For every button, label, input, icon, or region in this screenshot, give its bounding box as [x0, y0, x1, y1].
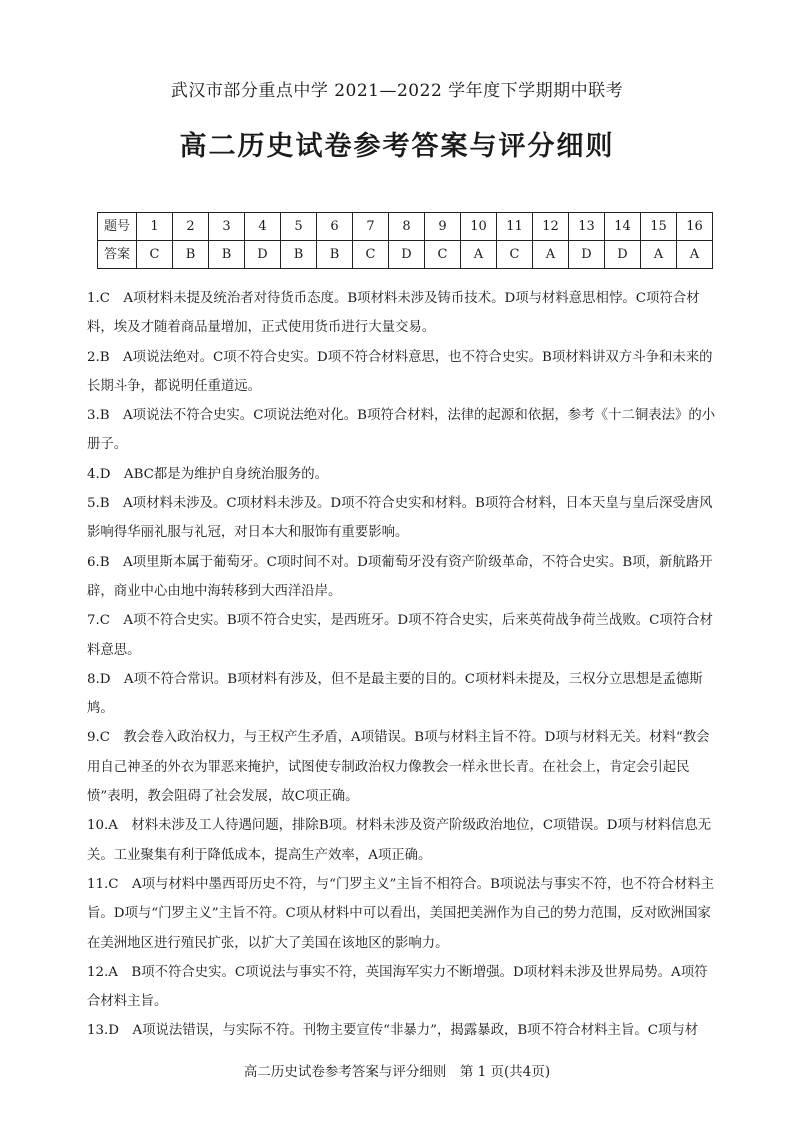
question-number-cell: 4	[245, 213, 281, 241]
item-number: 4.D	[87, 466, 111, 482]
item-number: 7.C	[87, 613, 111, 629]
item-text: A项不符合常识。B项材料有涉及，但不是最主要的目的。C项材料未提及，三权分立思想是孟德斯鸠。	[87, 671, 703, 717]
item-number: 3.B	[87, 408, 110, 424]
question-number-cell: 10	[461, 213, 497, 241]
explanation-item	[87, 548, 717, 607]
item-number: 6.B	[87, 554, 110, 570]
explanation-item	[87, 606, 717, 665]
explanation-item	[87, 1016, 717, 1045]
answer-cell: A	[641, 241, 677, 269]
explanation-item	[87, 958, 717, 1017]
explanation-item	[87, 870, 717, 958]
explanation-item	[87, 489, 717, 548]
question-number-cell: 9	[425, 213, 461, 241]
question-number-cell: 14	[605, 213, 641, 241]
explanation-item	[87, 401, 717, 460]
question-number-cell: 5	[281, 213, 317, 241]
answer-cell: D	[569, 241, 605, 269]
question-number-cell: 6	[317, 213, 353, 241]
answer-cell: B	[281, 241, 317, 269]
question-number-row	[98, 213, 713, 241]
item-number: 13.D	[87, 1023, 120, 1039]
item-text: A项与材料中墨西哥历史不符，与“门罗主义”主旨不相符合。B项说法与事实不符，也不符合材料主旨。D项与“门罗主义”主旨不符。C项从材料中可以看出，美国把美洲作为自己的势力范围，反对欧洲国家在美洲地区进行殖民扩张，以扩大了美国在该地区的影响力。	[87, 876, 715, 951]
answer-cell: A	[677, 241, 713, 269]
answer-cell: B	[317, 241, 353, 269]
item-number: 8.D	[87, 671, 111, 687]
answer-row	[98, 241, 713, 269]
page-title: 高二历史试卷参考答案与评分细则	[179, 131, 615, 162]
answer-cell: C	[497, 241, 533, 269]
answer-cell: B	[173, 241, 209, 269]
explanation-item	[87, 343, 717, 402]
answer-table	[97, 212, 713, 269]
question-number-cell: 12	[533, 213, 569, 241]
question-number-cell: 16	[677, 213, 713, 241]
item-number: 1.C	[87, 291, 111, 306]
answer-cell: B	[209, 241, 245, 269]
answer-cell: A	[461, 241, 497, 269]
item-number: 9.C	[87, 730, 111, 746]
page-footer: 高二历史试卷参考答案与评分细则 第 1 页(共4页)	[243, 1064, 551, 1080]
question-number-cell: 13	[569, 213, 605, 241]
row-label-question-number: 题号	[98, 213, 137, 241]
item-text: 教会卷入政治权力，与王权产生矛盾，A项错误。B项与材料主旨不符。D项与材料无关。材料“教会用自己神圣的外衣为罪恶来掩护，试图使专制政治权力像教会一样永世长青。在社会上，肯定会引起民愤”表明，教会阻碍了社会发展，故C项正确。	[87, 730, 710, 805]
explanation-item	[87, 723, 717, 811]
item-text: A项材料未涉及。C项材料未涉及。D项不符合史实和材料。B项符合材料，日本天皇与皇后深受唐风影响得华丽礼服与礼冠，对日本大和服饰有重要影响。	[87, 496, 713, 541]
question-number-cell: 8	[389, 213, 425, 241]
answer-cell: D	[389, 241, 425, 269]
exam-header: 武汉市部分重点中学 2021—2022 学年度下学期期中联考	[170, 81, 624, 101]
item-number: 2.B	[87, 349, 110, 365]
question-number-cell: 2	[173, 213, 209, 241]
item-number: 12.A	[87, 964, 118, 980]
item-number: 11.C	[87, 876, 119, 892]
explanation-item	[87, 665, 717, 724]
answer-cell: C	[425, 241, 461, 269]
explanation-list	[87, 284, 717, 1046]
answer-cell: D	[245, 241, 281, 269]
item-text: A项说法绝对。C项不符合史实。D项不符合材料意思，也不符合史实。B项材料讲双方斗争和未来的长期斗争，都说明任重道远。	[87, 349, 713, 394]
item-text: 材料未涉及工人待遇问题，排除B项。材料未涉及资产阶级政治地位，C项错误。D项与材料信息无关。工业聚集有利于降低成本，提高生产效率，A项正确。	[87, 818, 712, 863]
item-number: 5.B	[87, 496, 110, 512]
question-number-cell: 11	[497, 213, 533, 241]
explanation-item	[87, 460, 717, 489]
item-text: A项说法不符合史实。C项说法绝对化。B项符合材料，法律的起源和依据，参考《十二铜表法》的小册子。	[87, 408, 716, 453]
row-label-answer: 答案	[98, 241, 137, 269]
item-text: A项里斯本属于葡萄牙。C项时间不对。D项葡萄牙没有资产阶级革命，不符合史实。B项，新航路开辟，商业中心由地中海转移到大西洋沿岸。	[87, 554, 713, 599]
explanation-item	[87, 811, 717, 870]
question-number-cell: 3	[209, 213, 245, 241]
explanation-item	[87, 284, 717, 343]
question-number-cell: 1	[137, 213, 173, 241]
item-text: B项不符合史实。C项说法与事实不符，英国海军实力不断增强。D项材料未涉及世界局势。A项符合材料主旨。	[87, 964, 708, 1010]
item-text: A项说法错误，与实际不符。刊物主要宣传“非暴力”，揭露暴政，B项不符合材料主旨。C项与材	[132, 1023, 699, 1039]
item-text: ABC都是为维护自身统治服务的。	[123, 466, 328, 482]
answer-cell: D	[605, 241, 641, 269]
item-text: A项不符合史实。B项不符合史实，是西班牙。D项不符合史实，后来英荷战争荷兰战败。C项符合材料意思。	[87, 613, 713, 658]
answer-cell: A	[533, 241, 569, 269]
item-number: 10.A	[87, 818, 118, 834]
item-text: A项材料未提及统治者对待货币态度。B项材料未涉及铸币技术。D项与材料意思相悖。C项符合材料，埃及才随着商品量增加，正式使用货币进行大量交易。	[87, 291, 700, 336]
answer-cell: C	[137, 241, 173, 269]
question-number-cell: 15	[641, 213, 677, 241]
question-number-cell: 7	[353, 213, 389, 241]
answer-cell: C	[353, 241, 389, 269]
